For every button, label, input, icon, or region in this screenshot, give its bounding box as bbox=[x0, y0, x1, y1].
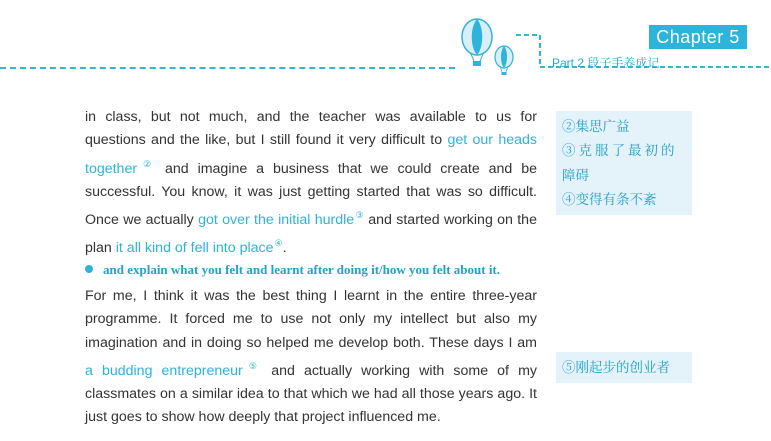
p1-text-1: in class, but not much, and the teacher was available to us for questions and the like, but I still found it very difficult to bbox=[85, 109, 537, 149]
note-3-cont: 障碍 bbox=[562, 167, 589, 183]
paragraph-2 bbox=[85, 285, 537, 430]
p1-text-2: and imagine a business that we could create and be successful. You know, it was just getting started that was so difficult. Once we actually bbox=[85, 160, 537, 229]
phrase-get-our-heads-together: get our heads together bbox=[85, 132, 537, 177]
p1-text-4: . bbox=[282, 240, 287, 257]
side-note-box-1 bbox=[556, 111, 692, 215]
hot-air-balloon-icon bbox=[456, 17, 526, 81]
part-label: Part 2 段子手养成记 bbox=[552, 56, 660, 70]
header-dashed-line bbox=[0, 67, 455, 69]
p1-text-3: and started working on the plan bbox=[85, 212, 537, 257]
paragraph-1 bbox=[85, 106, 537, 261]
note-ref-5: ⑤ bbox=[243, 360, 263, 371]
chapter-badge: Chapter 5 bbox=[649, 25, 747, 49]
phrase-fell-into-place: it all kind of fell into place bbox=[115, 240, 274, 257]
phrase-budding-entrepreneur: a budding entrepreneur bbox=[85, 362, 243, 379]
note-2: ②集思广益 bbox=[562, 119, 630, 134]
p2-text-1: For me, I think it was the best thing I learnt in the entire three-year programme. It forced me to use not only my intellect but also my imagination and in doing so helped me develop both. These days I am bbox=[85, 288, 537, 351]
phrase-got-over-the-initial-hurdle: got over the initial hurdle bbox=[198, 212, 355, 229]
p2-text-2: and actually working with some of my classmates on a similar idea to that which we had all those years ago. It just goes to show how deeply that project influenced me. bbox=[85, 362, 537, 426]
note-ref-3: ③ bbox=[355, 210, 364, 221]
side-note-box-2 bbox=[556, 352, 692, 383]
bullet-text: and explain what you felt and learnt after doing it/how you felt about it. bbox=[103, 262, 501, 277]
bullet-dot-icon bbox=[85, 265, 93, 273]
note-5: ⑤刚起步的创业者 bbox=[562, 360, 670, 375]
note-3: ③克服了最初的 bbox=[562, 143, 678, 159]
note-ref-2: ② bbox=[138, 158, 157, 169]
bullet-heading bbox=[85, 262, 500, 278]
note-ref-4: ④ bbox=[274, 238, 283, 249]
note-4: ④变得有条不紊 bbox=[562, 192, 657, 208]
